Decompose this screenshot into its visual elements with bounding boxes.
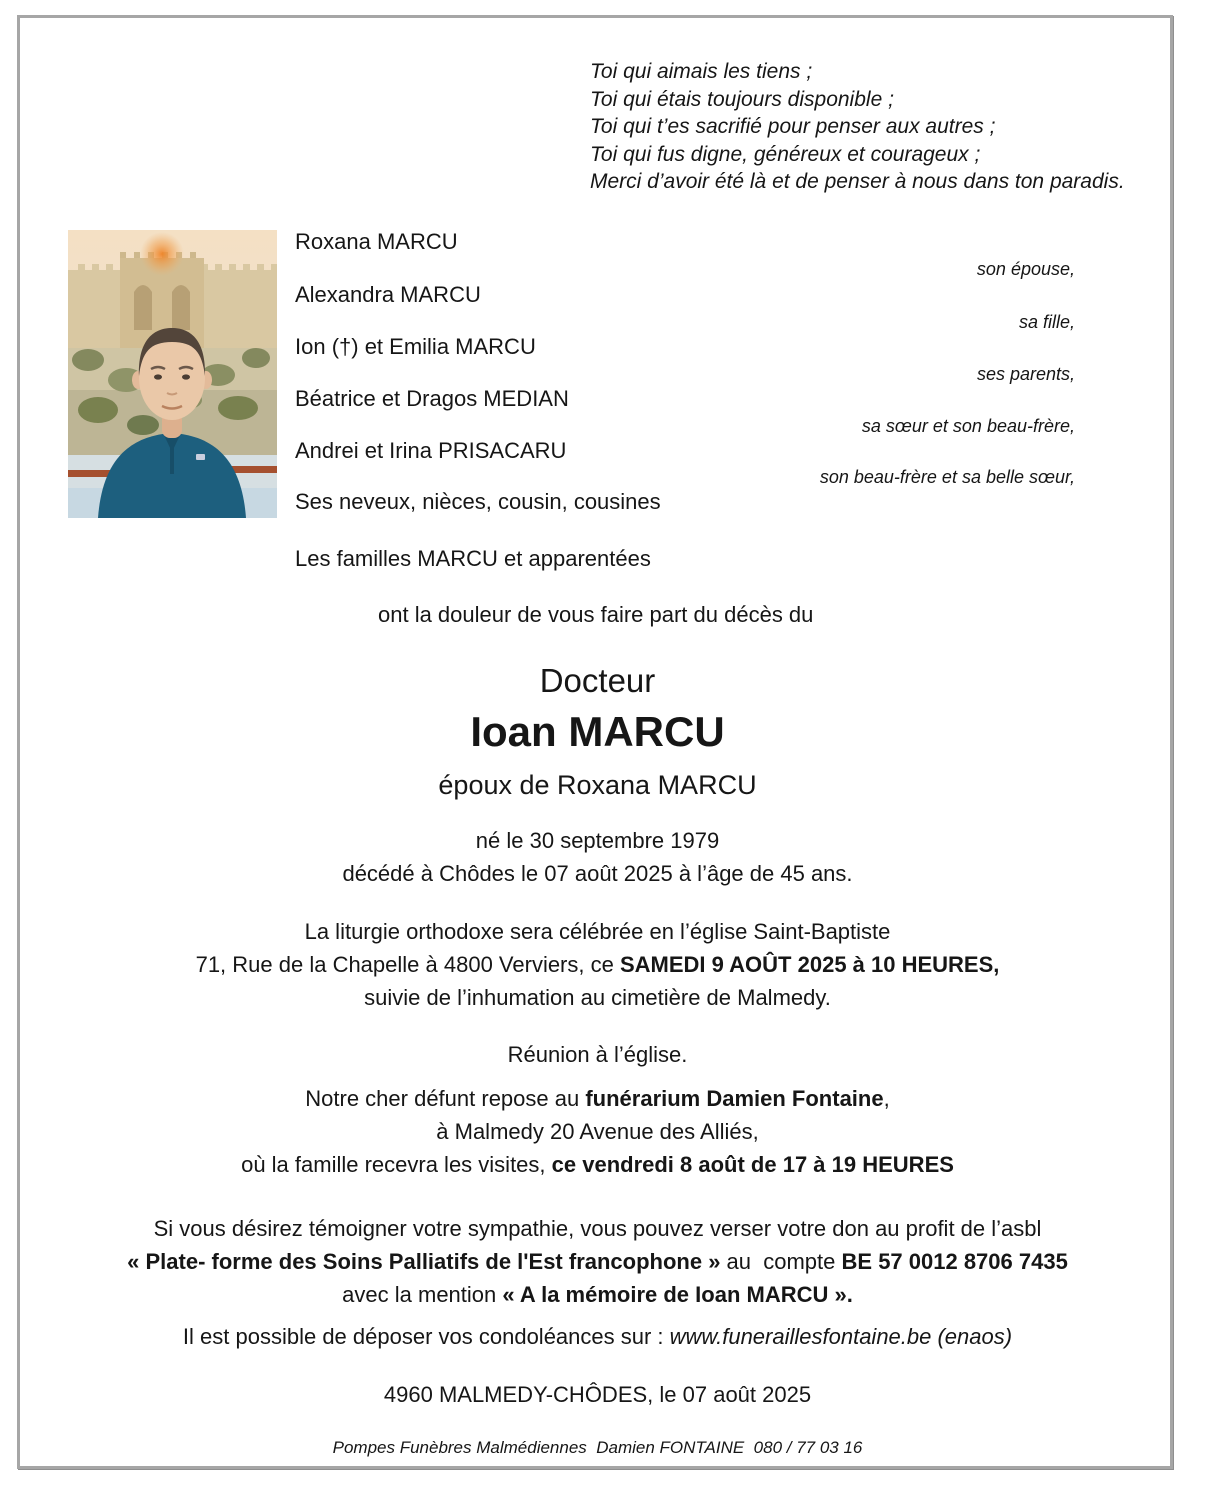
ceremony-line3: suivie de l’inhumation au cimetière de Malmedy.	[364, 985, 831, 1010]
repose-line2: à Malmedy 20 Avenue des Alliés,	[436, 1119, 759, 1144]
deceased-spouse-line: époux de Roxana MARCU	[438, 770, 757, 800]
funeral-home-footer: Pompes Funèbres Malmédiennes Damien FONTAINE 080 / 77 03 16	[332, 1438, 863, 1457]
repose-line1-prefix: Notre cher défunt repose au	[305, 1086, 586, 1111]
poem-line: Merci d’avoir été là et de penser à nous dans ton paradis.	[590, 170, 1125, 193]
donation-line1: Si vous désirez témoigner votre sympathie, vous pouvez verser votre don au profit de l’asbl	[153, 1216, 1042, 1241]
city-date-line: 4960 MALMEDY-CHÔDES, le 07 août 2025	[383, 1382, 812, 1407]
family-relation: sa sœur et son beau-frère,	[861, 416, 1075, 436]
birth-line: né le 30 septembre 1979	[475, 828, 720, 853]
deceased-title: Docteur	[539, 662, 656, 699]
family-name: Andrei et Irina PRISACARU	[295, 438, 567, 463]
condolences-website: www.funeraillesfontaine.be (enaos)	[669, 1324, 1013, 1349]
family-relation: son beau-frère et sa belle sœur,	[819, 467, 1075, 487]
donation-line2-mid: au compte	[720, 1249, 842, 1274]
condolences-line	[10, 1320, 1185, 1353]
repose-block	[10, 1082, 1185, 1181]
family-name: Ion (†) et Emilia MARCU	[295, 334, 536, 359]
condolences-prefix: Il est possible de déposer vos condoléances sur :	[182, 1324, 670, 1349]
visits-date-bold: ce vendredi 8 août de 17 à 19 HEURES	[551, 1152, 954, 1177]
mention-prefix: avec la mention	[342, 1282, 503, 1307]
announcement-line: ont la douleur de vous faire part du décès du	[378, 602, 814, 627]
death-line: décédé à Chôdes le 07 août 2025 à l’âge de 45 ans.	[342, 861, 853, 886]
repose-line1-suffix: ,	[883, 1086, 890, 1111]
repose-line3	[10, 1148, 1185, 1181]
poem-block	[590, 58, 1125, 196]
family-name: Roxana MARCU	[295, 229, 458, 254]
family-name: Alexandra MARCU	[295, 282, 481, 307]
birth-death-block	[10, 824, 1185, 890]
families-line: Les familles MARCU et apparentées	[295, 546, 651, 571]
ceremony-date-bold: SAMEDI 9 AOÛT 2025 à 10 HEURES,	[619, 952, 1000, 977]
association-bold: « Plate- forme des Soins Palliatifs de l'Est francophone »	[127, 1249, 721, 1274]
poem-line: Toi qui t’es sacrifié pour penser aux autres ;	[590, 115, 996, 138]
mention-bold: « A la mémoire de Ioan MARCU ».	[502, 1282, 853, 1307]
family-relation: sa fille,	[1018, 312, 1075, 332]
family-relation: ses parents,	[976, 364, 1075, 384]
family-name: Ses neveux, nièces, cousin, cousines	[295, 489, 661, 514]
poem-line: Toi qui fus digne, généreux et courageux ;	[590, 142, 981, 166]
donation-line2	[10, 1245, 1185, 1278]
repose-line3-prefix: où la famille recevra les visites,	[241, 1152, 552, 1177]
family-name: Béatrice et Dragos MEDIAN	[295, 386, 569, 411]
repose-line1	[10, 1082, 1185, 1115]
ceremony-line1: La liturgie orthodoxe sera célébrée en l’église Saint-Baptiste	[304, 919, 891, 944]
meeting-line: Réunion à l’église.	[507, 1042, 688, 1067]
poem-line: Toi qui étais toujours disponible ;	[590, 87, 894, 111]
donation-block	[10, 1212, 1185, 1311]
funerarium-bold: funérarium Damien Fontaine	[585, 1086, 884, 1111]
deceased-name: Ioan MARCU	[470, 708, 725, 755]
family-relation: son épouse,	[976, 259, 1075, 279]
ceremony-line2-prefix: 71, Rue de la Chapelle à 4800 Verviers, ce	[195, 952, 620, 977]
account-number-bold: BE 57 0012 8706 7435	[841, 1249, 1068, 1274]
portrait-photo	[68, 230, 277, 518]
ceremony-line2	[10, 948, 1185, 981]
donation-line3	[10, 1278, 1185, 1311]
ceremony-block	[10, 915, 1185, 1014]
poem-line: Toi qui aimais les tiens ;	[590, 60, 813, 83]
